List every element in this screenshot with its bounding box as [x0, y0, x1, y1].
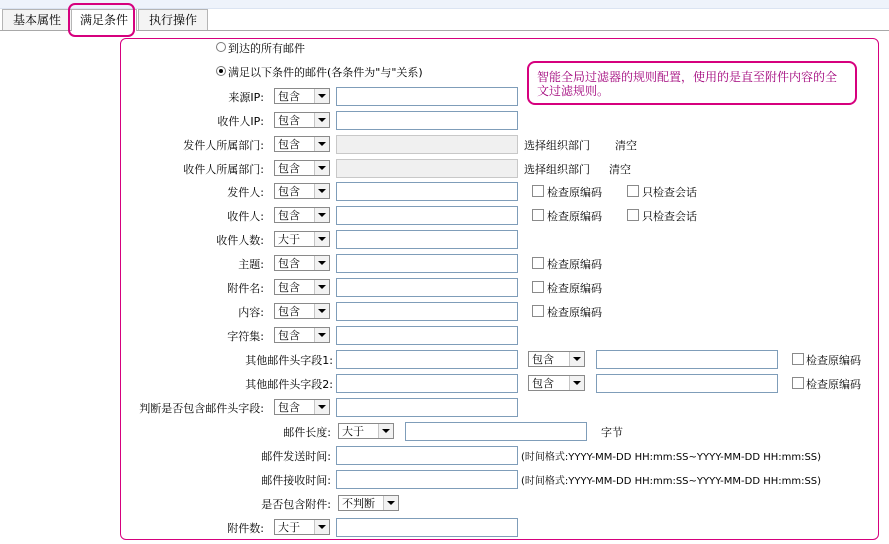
chevron-down-icon [569, 352, 584, 366]
chevron-down-icon [314, 161, 329, 175]
select-subject-op[interactable] [274, 255, 330, 271]
checkbox-label: 只检查会话 [642, 186, 697, 199]
checkbox-label: 只检查会话 [642, 210, 697, 223]
chevron-down-icon [314, 113, 329, 127]
label-contains-header: 判断是否包含邮件头字段: [139, 402, 264, 415]
checkbox-sender-only-session[interactable] [627, 185, 639, 197]
select-value: 包含 [278, 281, 300, 294]
label-has-attachment: 是否包含附件: [261, 498, 331, 511]
input-other-header-1-name[interactable] [336, 350, 518, 369]
chevron-down-icon [569, 376, 584, 390]
input-source-ip[interactable] [336, 87, 518, 106]
annotation-note: 智能全局过滤器的规则配置，使用的是直至附件内容的全文过滤规则。 [527, 61, 857, 105]
select-value: 包含 [278, 185, 300, 198]
tab-bar [0, 9, 889, 31]
checkbox-subject-check-raw[interactable] [532, 257, 544, 269]
tab-label: 基本属性 [12, 13, 61, 27]
label-recipient: 收件人: [227, 210, 264, 223]
input-contains-header[interactable] [336, 398, 518, 417]
checkbox-other-header-1-check-raw[interactable] [792, 353, 804, 365]
chevron-down-icon [314, 328, 329, 342]
select-value: 包含 [278, 162, 300, 175]
radio-all-mail[interactable] [216, 42, 226, 52]
chevron-down-icon [314, 232, 329, 246]
select-value: 包含 [532, 353, 554, 366]
select-recipient-count-op[interactable] [274, 231, 330, 247]
time-format-hint: (时间格式:YYYY-MM-DD HH:mm:SS~YYYY-MM-DD HH:mm:SS) [521, 452, 822, 463]
unit-bytes: 字节 [601, 426, 623, 439]
link-clear-recipient-dept[interactable]: 清空 [609, 163, 631, 176]
input-recipient[interactable] [336, 206, 518, 225]
select-value: 包含 [278, 209, 300, 222]
chevron-down-icon [314, 400, 329, 414]
chevron-down-icon [314, 89, 329, 103]
link-clear-sender-dept[interactable]: 清空 [615, 139, 637, 152]
select-sender-op[interactable] [274, 183, 330, 199]
label-sender: 发件人: [227, 186, 264, 199]
select-attachment-name-op[interactable] [274, 279, 330, 295]
chevron-down-icon [314, 208, 329, 222]
select-value: 包含 [278, 401, 300, 414]
label-recipient-dept: 收件人所属部门: [183, 163, 264, 176]
chevron-down-icon [378, 424, 393, 438]
tab-label: 满足条件 [79, 13, 128, 27]
select-value: 包含 [278, 329, 300, 342]
label-source-ip: 来源IP: [228, 91, 264, 104]
input-attachment-count[interactable] [336, 518, 518, 537]
input-mail-length[interactable] [405, 422, 587, 441]
time-format-hint: (时间格式:YYYY-MM-DD HH:mm:SS~YYYY-MM-DD HH:mm:SS) [521, 476, 822, 487]
select-attachment-count-op[interactable] [274, 519, 330, 535]
select-value: 包含 [278, 257, 300, 270]
checkbox-recipient-check-raw[interactable] [532, 209, 544, 221]
input-other-header-2-value[interactable] [596, 374, 778, 393]
checkbox-attachment-name-check-raw[interactable] [532, 281, 544, 293]
tab-actions[interactable] [138, 9, 208, 30]
select-value: 包含 [532, 377, 554, 390]
label-recipient-ip: 收件人IP: [217, 115, 264, 128]
tab-basic-properties[interactable] [2, 9, 72, 30]
checkbox-label: 检查原编码 [547, 282, 602, 295]
label-sender-dept: 发件人所属部门: [183, 139, 264, 152]
select-other-header-1-op[interactable] [528, 351, 585, 367]
input-content[interactable] [336, 302, 518, 321]
select-value: 包含 [278, 305, 300, 318]
select-mail-length-op[interactable] [338, 423, 394, 439]
input-recipient-ip[interactable] [336, 111, 518, 130]
select-value: 包含 [278, 114, 300, 127]
input-send-time[interactable] [336, 446, 518, 465]
select-charset-op[interactable] [274, 327, 330, 343]
select-recipient-op[interactable] [274, 207, 330, 223]
select-value: 大于 [278, 233, 300, 246]
chevron-down-icon [314, 520, 329, 534]
chevron-down-icon [314, 137, 329, 151]
select-value: 包含 [278, 138, 300, 151]
checkbox-label: 检查原编码 [547, 258, 602, 271]
input-attachment-name[interactable] [336, 278, 518, 297]
select-sender-dept-op[interactable] [274, 136, 330, 152]
select-value: 不判断 [342, 497, 375, 510]
input-other-header-1-value[interactable] [596, 350, 778, 369]
chevron-down-icon [314, 304, 329, 318]
label-content: 内容: [238, 306, 264, 319]
input-other-header-2-name[interactable] [336, 374, 518, 393]
input-receive-time[interactable] [336, 470, 518, 489]
radio-match-conditions[interactable] [216, 66, 226, 76]
checkbox-content-check-raw[interactable] [532, 305, 544, 317]
checkbox-label: 检查原编码 [547, 186, 602, 199]
input-sender-dept [336, 135, 518, 154]
select-value: 大于 [342, 425, 364, 438]
chevron-down-icon [314, 256, 329, 270]
label-attachment-count: 附件数: [227, 522, 264, 535]
chevron-down-icon [314, 184, 329, 198]
checkbox-label: 检查原编码 [547, 306, 602, 319]
chevron-down-icon [383, 496, 398, 510]
input-recipient-count[interactable] [336, 230, 518, 249]
input-charset[interactable] [336, 326, 518, 345]
label-receive-time: 邮件接收时间: [261, 474, 331, 487]
input-sender[interactable] [336, 182, 518, 201]
select-content-op[interactable] [274, 303, 330, 319]
select-has-attachment[interactable] [338, 495, 399, 511]
input-recipient-dept [336, 159, 518, 178]
checkbox-recipient-only-session[interactable] [627, 209, 639, 221]
tab-label: 执行操作 [148, 13, 197, 27]
top-strip [0, 0, 889, 9]
label-charset: 字符集: [227, 330, 264, 343]
select-value: 大于 [278, 521, 300, 534]
input-subject[interactable] [336, 254, 518, 273]
radio-all-mail-label: 到达的所有邮件 [228, 42, 305, 55]
select-contains-header-op[interactable] [274, 399, 330, 415]
link-select-recipient-dept[interactable]: 选择组织部门 [524, 163, 590, 176]
label-subject: 主题: [238, 258, 264, 271]
label-recipient-count: 收件人数: [216, 234, 264, 247]
label-other-header-1: 其他邮件头字段1: [245, 354, 333, 367]
tab-conditions[interactable] [71, 9, 137, 31]
select-source-ip-op[interactable] [274, 88, 330, 104]
label-attachment-name: 附件名: [227, 282, 264, 295]
label-mail-length: 邮件长度: [283, 426, 331, 439]
select-other-header-2-op[interactable] [528, 375, 585, 391]
select-value: 包含 [278, 90, 300, 103]
chevron-down-icon [314, 280, 329, 294]
select-recipient-dept-op[interactable] [274, 160, 330, 176]
select-recipient-ip-op[interactable] [274, 112, 330, 128]
radio-match-conditions-label: 满足以下条件的邮件(各条件为"与"关系) [228, 66, 423, 79]
checkbox-other-header-2-check-raw[interactable] [792, 377, 804, 389]
label-send-time: 邮件发送时间: [261, 450, 331, 463]
link-select-sender-dept[interactable]: 选择组织部门 [524, 139, 590, 152]
checkbox-sender-check-raw[interactable] [532, 185, 544, 197]
checkbox-label: 检查原编码 [806, 378, 861, 391]
label-other-header-2: 其他邮件头字段2: [245, 378, 333, 391]
checkbox-label: 检查原编码 [806, 354, 861, 367]
checkbox-label: 检查原编码 [547, 210, 602, 223]
